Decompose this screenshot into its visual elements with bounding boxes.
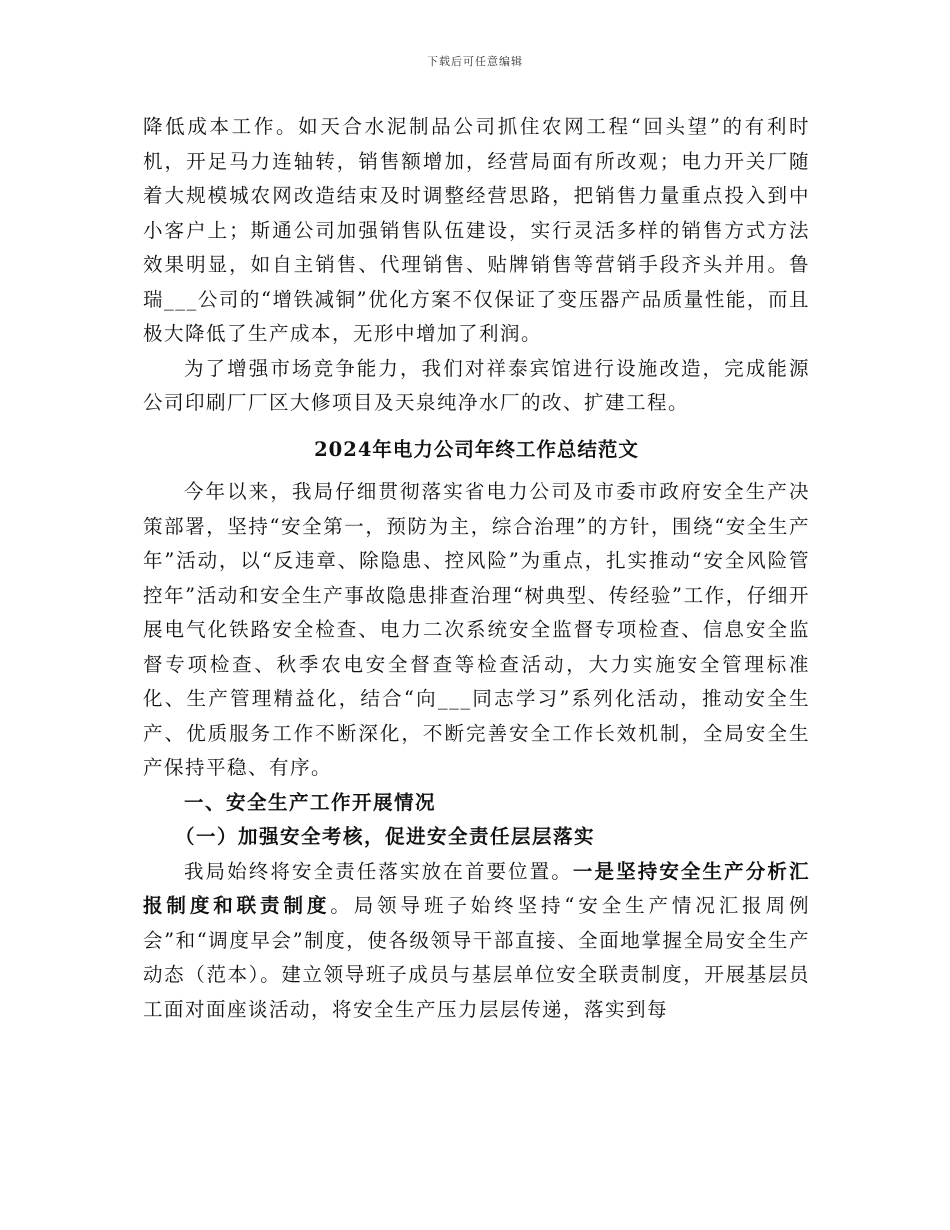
paragraph-lead-text: 我局始终将安全责任落实放在首要位置。	[183, 859, 573, 883]
paragraph-responsibility	[143, 855, 810, 1028]
paragraph-rest-text: 。局领导班子始终坚持“安全生产情况汇报周例会”和“调度早会”制度，使各级领导干部直接、全面地掌握全局安全生产动态（范本）。建立领导班子成员与基层单位安全联责制度，开展基层员工面对面座谈活动，将安全生产压力层层传递，落实到每	[143, 894, 810, 1021]
paragraph-market-competition: 为了增强市场竞争能力，我们对祥泰宾馆进行设施改造，完成能源公司印刷厂厂区大修项目及天泉纯净水厂的改、扩建工程。	[143, 356, 810, 414]
subsection-heading-assessment: （一）加强安全考核，促进安全责任层层落实	[175, 825, 596, 848]
paragraph-bold-text: 一是坚持安全生产分析汇报制度和联责制度	[143, 859, 810, 917]
document-title: 2024年电力公司年终工作总结范文	[314, 437, 639, 461]
paragraph-intro: 今年以来，我局仔细贯彻落实省电力公司及市委市政府安全生产决策部署，坚持“安全第一，预防为主，综合治理”的方针，围绕“安全生产年”活动，以“反违章、除隐患、控风险”为重点，扎实推动“安全风险管控年”活动和安全生产事故隐患排查治理“树典型、传经验”工作，仔细开展电气化铁路安全检查、电力二次系统安全监督专项检查、信息安全监督专项检查、秋季农电安全督查等检查活动，大力实施安全管理标准化、生产管理精益化，结合“向___同志学习”系列化活动，推动安全生产、优质服务工作不断深化，不断完善安全工作长效机制，全局安全生产保持平稳、有序。	[143, 480, 810, 779]
section-heading-safety: 一、安全生产工作开展情况	[183, 790, 436, 814]
document-body	[143, 110, 810, 1027]
page-header: 下载后可任意编辑	[427, 55, 523, 68]
paragraph-cost-reduction: 降低成本工作。如天合水泥制品公司抓住农网工程“回头望”的有利时机，开足马力连轴转，销售额增加，经营局面有所改观；电力开关厂随着大规模城农网改造结束及时调整经营思路，把销售力量重点投入到中小客户上；斯通公司加强销售队伍建设，实行灵活多样的销售方式方法效果明显，如自主销售、代理销售、贴牌销售等营销手段齐头并用。鲁瑞___公司的“增铁减铜”优化方案不仅保证了变压器产品质量性能，而且极大降低了生产成本，无形中增加了利润。	[143, 115, 810, 345]
